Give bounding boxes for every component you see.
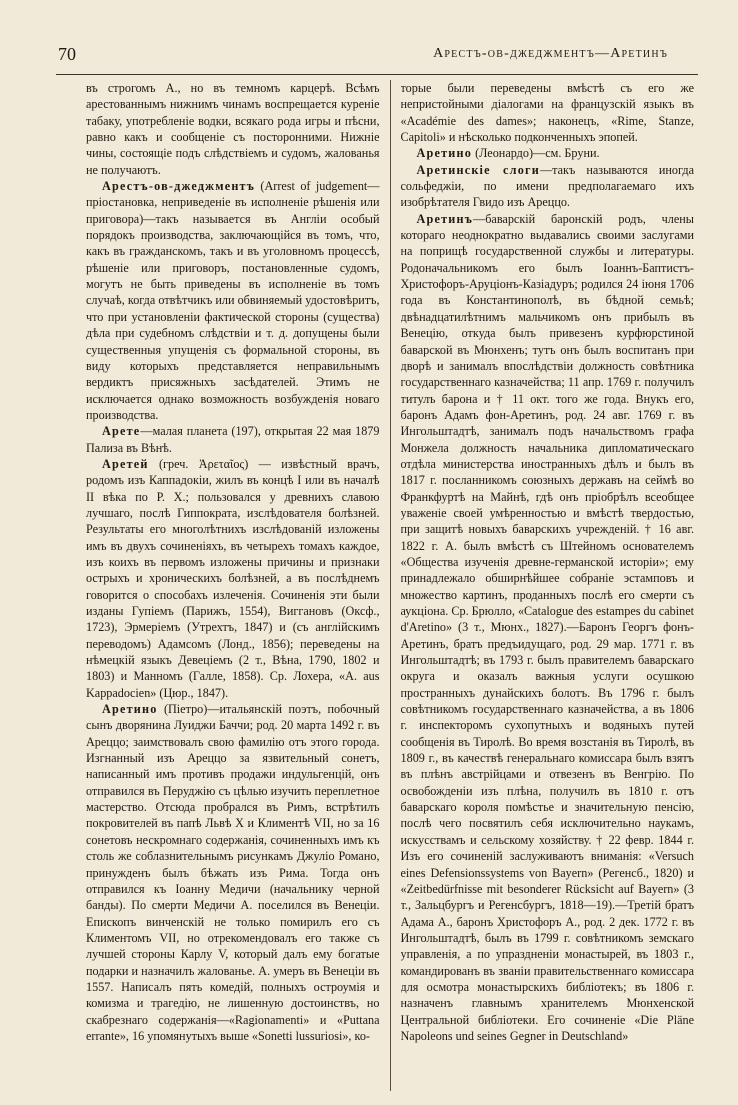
entry-text: (Піетро)—итальянскій поэтъ, побочный сынъ дворянина Луиджи Баччи; род. 20 марта 1492 г. въ Ареццо; заимствовалъ свою фамилію отъ этого города. Изгнанный изъ Ареццо за язвительный сонетъ, написанный имъ противъ продажи индульгенцій, онъ отправился въ Перуджію съ цѣлью изучить переплетное мастерство. Отсюда пробрался въ Римъ, встрѣтилъ покровителей въ папѣ Львѣ X и Климентѣ VII, но за 16 сонетовъ нескромнаго содержанія, сочиненныхъ имъ къ столь же соблазнительнымъ рисункамъ Джуліо Романо, принужденъ былъ бѣжать изъ Рима. Тогда онъ отправился къ Іоанну Медичи (начальнику черной банды). По смерти Медичи А. поселился въ Венеціи. Епископъ винченскій не только помирилъ его съ Климентомъ VII, но отрекомендовалъ его также съ лучшей стороны Карлу V, который далъ ему богатые подарки и назначилъ жалованье. А. умеръ въ Венеціи въ 1557. Написалъ пять комедій, полныхъ остроумія и комизма и трагедію, не лишенную достоинствъ, но скабрезнаго содержанія—«Ragionamenti» и «Puttana errante», 16 упомянутыхъ выше «Sonetti lussuriosi», ко- [86, 702, 380, 1043]
entry-headword: Аретино [102, 702, 158, 717]
entry-text: —такъ называются иногда сольфеджіи, по имени предполагаемаго ихъ изобрѣтателя Гвидо изъ Ареццо. [400, 162, 694, 210]
page-number: 70 [58, 44, 76, 64]
entry-headword: Арете [102, 424, 141, 439]
entry-aretinian-syllables [401, 162, 695, 211]
entry-text: (Arrest of judgement—пріостановка, неприведеніе въ исполненіе рѣшенія или приговора)—такъ называется въ Англіи особый порядокъ производства, заключающійся въ томъ, что, какъ въ гражданскомъ, такъ и въ уголовномъ процессѣ, рѣшеніе или приговоръ, постановленные судомъ, могутъ не быть приведены въ исполненіе въ томъ случаѣ, когда отвѣтчикъ или обвиняемый удостовѣритъ, что при установленіи фактической стороны (существа) дѣла при судебномъ слѣдствіи и т. д. допущены были существенныя упущенія съ формальной стороны, въ виду которыхъ представляется неправильнымъ вердиктъ присяжныхъ засѣдателей. Этимъ не исключается однако возможность возбужденія новаго производства. [86, 179, 380, 422]
entry-aretino-leonardo [401, 145, 695, 161]
entry-arete [86, 423, 380, 456]
entry-text: (Леонардо)—см. Бруни. [472, 146, 600, 161]
entry-aretino-pietro [86, 701, 380, 1044]
entry-headword: Аретей [102, 456, 149, 471]
left-column [86, 80, 380, 1091]
entry-text: (греч. Ἀρεταῖος) — извѣстный врачъ, родомъ изъ Каппадокіи, жилъ въ концѣ I или въ началѣ II вѣка по Р. Х.; пользовался у древнихъ славою лучшаго, послѣ Гиппократа, изслѣдователя болѣзней. Результаты его многолѣтнихъ изслѣдованій изложены имъ въ двухъ сочиненіяхъ, въ четырехъ томахъ каждое, изъ коихъ въ первомъ изложены причины и признаки острыхъ и хроническихъ болѣзней, а въ послѣднемъ говорится о способахъ излеченія. Сочиненія эти были изданы Гупіемъ (Парижъ, 1554), Виггановъ (Оксф., 1723), Эрмеріемъ (Утрехтъ, 1847) и (съ англійскимъ переводомъ) Адамсомъ (Лонд., 1856); переведены на нѣмецкій языкъ Девеціемъ (2 т., Вѣна, 1790, 1802 и 1803) и Манномъ (Галле, 1858). Ср. Лохера, «A. aus Kappadocien» (Цюр., 1847). [86, 456, 380, 700]
running-title: Арестъ-ов-джеджментъ—Аретинъ [433, 46, 668, 61]
paragraph-text: въ строгомъ А., но въ темномъ карцерѣ. Всѣмъ арестованнымъ нижнимъ чинамъ воспрещается куреніе табаку, употребленіе водки, всякаго рода игры и пѣсни, равно какъ и сообщеніе съ посторонними. Нижніе чины, состоящіе подъ слѣдствіемъ и судомъ, жалованья не получаютъ. [86, 81, 380, 177]
entry-aretaeus [86, 456, 380, 701]
entry-text: —малая планета (197), открытая 22 мая 1879 Пализа въ Вѣнѣ. [86, 424, 380, 455]
entry-headword: Аретинскіе слоги [416, 162, 540, 177]
entry-headword: Арестъ-ов-джеджментъ [102, 179, 256, 194]
entry-arrest-of-judgement [86, 178, 380, 423]
entry-headword: Аретинъ [416, 211, 474, 226]
column-divider [390, 80, 391, 1091]
entry-headword: Аретино [416, 146, 473, 161]
right-column [401, 80, 695, 1091]
text-columns [86, 80, 694, 1091]
entry-aretin-family [401, 211, 695, 1045]
page-header [56, 40, 698, 75]
paragraph-continuation [86, 80, 380, 178]
paragraph-continuation [401, 80, 695, 145]
entry-text: —баварскій баронскій родъ, члены котораго неоднократно выдавались своими заслугами на поприщѣ государственной службы и литературы. Родоначальникомъ его былъ Іоаннъ-Баптистъ-Христофоръ-Аруціонъ-Казіадуръ; родился 24 іюня 1706 года въ Константинополѣ, въ бѣдной семьѣ; двѣнадцатилѣтнимъ мальчикомъ онъ прибылъ въ Венецію, откуда былъ привезенъ курфюрстиной баварской въ Мюнхенъ; тутъ онъ былъ воспитанъ при дворѣ и занималъ впослѣдствіи должность совѣтника государственнаго казначейства; 11 апр. 1769 г. получилъ титулъ барона и † 11 окт. того же года. Внукъ его, баронъ Адамъ фон-Аретинъ, род. 24 авг. 1769 г. въ Ингольштадтѣ, занималъ подъ начальствомъ графа Монжела должность начальника дипломатическаго отдѣла министерства иностранныхъ дѣлъ и былъ въ 1817 г. посланникомъ союзныхъ державъ на сеймѣ во Франкфуртѣ на Майнѣ, гдѣ онъ пріобрѣлъ всеобщее уваженіе своей умѣренностью и вмѣстѣ твердостью, при защитѣ новыхъ баварскихъ учрежденій. † 16 авг. 1822 г. А. былъ вмѣстѣ съ Штейномъ основателемъ «Общества изученія древне-германской исторіи»; ему принадлежало обширнѣйшее собраніе эстамповъ и множество картинъ, проданныхъ послѣ его смерти съ аукціона. Ср. Брюлло, «Catalogue des estampes du cabinet d'Aretino» (3 т., Мюнх., 1827).—Баронъ Георгъ фонъ-Аретинъ, братъ предъидущаго, род. 29 мар. 1771 г. въ Ингольштадтѣ; въ 1793 г. былъ правителемъ баварскаго округа и оказалъ важныя услуги осушкою пространныхъ дунайскихъ болотъ. Въ 1796 г. былъ совѣтникомъ государственнаго казначейства, а въ 1806 г. инспекторомъ сухопутныхъ и водяныхъ путей сообщенія въ Тиролѣ. Во время возстанія въ Тиролѣ, въ 1809 г., въ качествѣ генеральнаго комиссара былъ взятъ въ плѣнъ австрійцами и отвезенъ въ Венгрію. По освобожденіи изъ плѣна, получилъ въ 1810 г. отъ баварскаго короля помѣстье и значительную пенсію, послѣ чего посвятилъ себя исключительно наукамъ, искусствамъ и сельскому хозяйству. † 22 февр. 1844 г. Изъ его сочиненій заслуживаютъ вниманія: «Versuch eines Defensionssystems von Bayern» (Регенсб., 1820) и «Zeitbedürfnisse mit besonderer Rücksicht auf Bayern» (3 т., Зальцбургъ и Регенсбургъ, 1818—19).—Третій братъ Адама А., баронъ Христофоръ А., род. 2 дек. 1772 г. въ Ингольштадтѣ, былъ въ 1799 г. совѣтникомъ земскаго управленія, а по упраздненіи монастырей, въ 1803 г., командированъ въ званіи правительственнаго комиссара для осмотра монастырскихъ библіотекъ; въ 1806 г. назначенъ главнымъ хранителемъ Мюнхенской Центральной библіотеки. Его сочиненіе «Die Pläne Napoleons und seines Gegner in Deutschland» [400, 211, 694, 1043]
paragraph-text: торые были переведены вмѣстѣ съ его же непристойными діалогами на французскій языкъ въ «Académie des dames»; наконецъ, «Rime, Stanze, Capitoli» и нѣсколько подконченныхъ эпопей. [400, 81, 694, 145]
